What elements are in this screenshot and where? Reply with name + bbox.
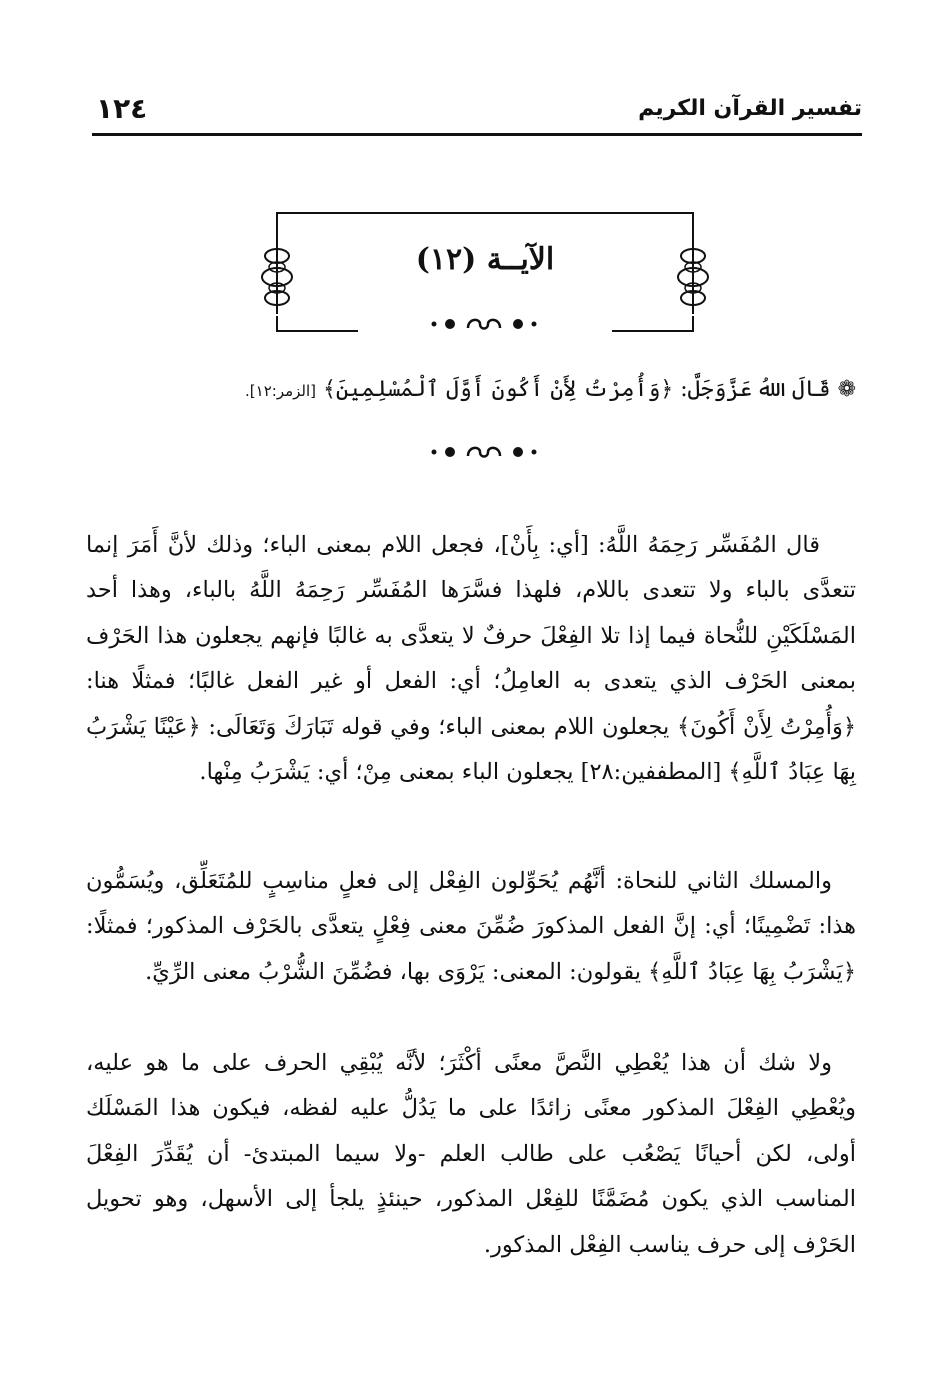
section-title: الآيــة (١٢) bbox=[415, 242, 555, 277]
frame-top-line bbox=[276, 212, 694, 214]
quran-verse-line bbox=[86, 368, 856, 413]
book-title: تفسير القرآن الكريم bbox=[638, 96, 862, 121]
commentary-paragraph: ولا شك أن هذا يُعْطِي النَّصَّ معنًى أكْثَرَ؛ لأنَّه يُبْقِي الحرف على ما هو عليه، ويُعْطِي الفِعْلَ المذكور معنًى زائدًا على ما يَدُلُّ عليه لفظه، فيكون هذا المَسْلَك أولى، لكن أحيانًا يَصْعُب على طالب العلم -ولا سيما المبتدئ- أن يُقَدِّرَ الفِعْلَ المناسب الذي يكون مُضَمَّنًا للفِعْل المذكور، حينئذٍ يلجأ إلى الأسهل، وهو تحويل الحَرْف إلى حرف يناسب الفِعْل المذكور. bbox=[86, 1049, 856, 1258]
frame-left-tick bbox=[276, 212, 278, 240]
ornament-divider-icon bbox=[424, 316, 544, 332]
page-number: ١٢٤ bbox=[96, 92, 148, 125]
verse-intro: قَالَ اللهُ عَزَّوَجَلَّ: bbox=[680, 377, 831, 402]
verse-text: ﴿وَأُمِرْتُ لِأَنْ أَكُونَ أَوَّلَ ٱلْمُسْلِمِينَ﴾ bbox=[323, 377, 674, 402]
ornament-divider-icon bbox=[424, 444, 544, 460]
frame-bottom-left-tick bbox=[276, 316, 278, 332]
frame-bottom-right-tick bbox=[692, 316, 694, 332]
frame-right-tick bbox=[692, 212, 694, 240]
section-heading-frame bbox=[276, 212, 694, 332]
commentary-paragraph: والمسلك الثاني للنحاة: أنَّهُم يُحَوِّلون الفِعْل إلى فعلٍ مناسِبٍ للمُتَعَلِّق، ويُسَمُّون هذا: تَضْمِينًا؛ أي: إنَّ الفعل المذكورَ ضُمِّنَ معنى فِعْلٍ يتعدَّى بالحَرْف المذكور؛ فمثلًا: ﴿يَشْرَبُ بِهَا عِبَادُ ٱللَّهِ﴾ يقولون: المعنى: يَرْوَى بها، فضُمِّنَ الشُّرْبُ معنى الرِّيِّ. bbox=[86, 867, 856, 985]
flower-icon: ❁ bbox=[837, 377, 856, 402]
verse-reference: [الزمر:١٢]. bbox=[245, 382, 316, 400]
running-header bbox=[92, 92, 862, 132]
frame-bottom-right-line bbox=[612, 330, 694, 332]
commentary-paragraph: قال المُفَسِّر رَحِمَهُ اللَّهُ: [أي: بِأَنْ]، فجعل اللام بمعنى الباء؛ وذلك لأنَّ أَمَرَ إنما تتعدَّى بالباء ولا تتعدى باللام، فلهذا فسَّرَها المُفَسِّر رَحِمَهُ اللَّهُ بالباء، وهذا أحد المَسْلَكَيْنِ للنُّحاة فيما إذا تلا الفِعْلَ حرفٌ لا يتعدَّى به غالبًا فإنهم يجعلون هذا الحَرْف بمعنى الحَرْف الذي يتعدى به العامِلُ؛ أي: الفعل أو غير الفعل غالبًا؛ فمثلًا هنا: ﴿وَأُمِرْتُ لِأَنْ أَكُونَ﴾ يجعلون اللام بمعنى الباء؛ وفي قوله تَبَارَكَ وَتَعَالَى: ﴿عَيْنًا يَشْرَبُ بِهَا عِبَادُ ٱللَّهِ﴾ [المطففين:٢٨] يجعلون الباء بمعنى مِنْ؛ أي: يَشْرَبُ مِنْها. bbox=[86, 531, 856, 785]
header-rule bbox=[92, 133, 862, 136]
frame-bottom-left-line bbox=[276, 330, 358, 332]
